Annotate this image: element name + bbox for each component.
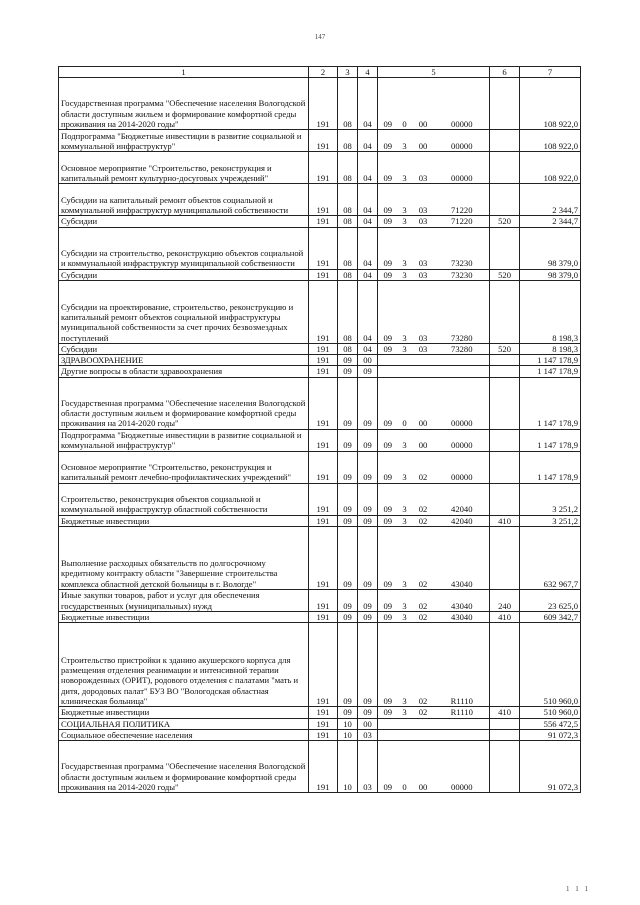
row-code-part3-cell: 02 [412, 623, 435, 707]
row-amount-cell: 8 198,3 [520, 343, 581, 354]
row-col2-cell: 191 [309, 729, 338, 740]
page-number: 147 [314, 33, 326, 41]
row-code-part1-cell: 09 [378, 377, 398, 429]
row-col3-cell: 08 [338, 184, 358, 216]
row-code-part4-cell: 71220 [435, 184, 490, 216]
row-code-part1-cell [378, 366, 398, 377]
row-code-part2-cell: 3 [398, 184, 412, 216]
row-code-part2-cell [398, 355, 412, 366]
row-code-part1-cell: 09 [378, 280, 398, 343]
row-col4-cell: 09 [358, 429, 378, 451]
row-code-part4-cell: 73280 [435, 280, 490, 343]
row-code-part3-cell: 03 [412, 227, 435, 269]
row-code-part4-cell: 43040 [435, 527, 490, 590]
footer-mark: 1 1 1 [566, 885, 590, 893]
row-code-part3-cell: 02 [412, 483, 435, 515]
row-col4-cell: 00 [358, 355, 378, 366]
row-code-part4-cell [435, 355, 490, 366]
row-name-cell: Основное мероприятие "Строительство, реконструкция и капитальный ремонт культурно-досуговых учреждений" [59, 152, 309, 184]
row-col3-cell: 09 [338, 377, 358, 429]
header-cell: 4 [358, 67, 378, 78]
header-cell: 1 [59, 67, 309, 78]
row-name-cell: Субсидии на капитальный ремонт объектов социальной и коммунальной инфраструктур муниципальной собственности [59, 184, 309, 216]
row-amount-cell: 3 251,2 [520, 515, 581, 526]
row-col2-cell: 191 [309, 355, 338, 366]
row-col3-cell: 09 [338, 612, 358, 623]
row-col2-cell: 191 [309, 269, 338, 280]
row-col6-cell: 410 [490, 515, 520, 526]
row-code-part3-cell: 00 [412, 130, 435, 152]
row-code-part1-cell: 09 [378, 184, 398, 216]
row-amount-cell: 609 342,7 [520, 612, 581, 623]
row-amount-cell: 23 625,0 [520, 590, 581, 612]
row-amount-cell: 1 147 178,9 [520, 366, 581, 377]
row-amount-cell: 556 472,5 [520, 718, 581, 729]
row-col6-cell [490, 366, 520, 377]
table-row [59, 355, 581, 366]
row-col3-cell: 10 [338, 741, 358, 793]
row-col3-cell: 08 [338, 280, 358, 343]
row-col3-cell: 09 [338, 451, 358, 483]
row-code-part1-cell [378, 355, 398, 366]
row-code-part2-cell: 3 [398, 227, 412, 269]
row-col6-cell [490, 483, 520, 515]
row-code-part4-cell: 42040 [435, 515, 490, 526]
row-col6-cell [490, 227, 520, 269]
row-col3-cell: 08 [338, 216, 358, 227]
row-col2-cell: 191 [309, 78, 338, 130]
row-code-part2-cell [398, 366, 412, 377]
table-row [59, 366, 581, 377]
row-code-part4-cell: R1110 [435, 623, 490, 707]
row-code-part3-cell: 02 [412, 527, 435, 590]
row-col4-cell: 04 [358, 269, 378, 280]
row-code-part2-cell: 3 [398, 707, 412, 718]
row-code-part2-cell: 3 [398, 269, 412, 280]
row-code-part2-cell: 3 [398, 527, 412, 590]
row-col6-cell [490, 130, 520, 152]
row-code-part3-cell: 03 [412, 184, 435, 216]
row-name-cell: Иные закупки товаров, работ и услуг для обеспечения государственных (муниципальных) нужд [59, 590, 309, 612]
row-code-part3-cell [412, 355, 435, 366]
table-row [59, 729, 581, 740]
row-code-part1-cell [378, 718, 398, 729]
row-name-cell: Бюджетные инвестиции [59, 612, 309, 623]
row-amount-cell: 632 967,7 [520, 527, 581, 590]
row-code-part2-cell: 0 [398, 78, 412, 130]
row-col2-cell: 191 [309, 515, 338, 526]
row-col4-cell: 03 [358, 729, 378, 740]
row-name-cell: Основное мероприятие "Строительство, реконструкция и капитальный ремонт лечебно-профилактических учреждений" [59, 451, 309, 483]
row-amount-cell: 510 960,0 [520, 707, 581, 718]
row-code-part3-cell: 00 [412, 741, 435, 793]
row-code-part3-cell: 02 [412, 707, 435, 718]
row-amount-cell: 2 344,7 [520, 216, 581, 227]
row-code-part4-cell: 00000 [435, 152, 490, 184]
row-col4-cell: 04 [358, 216, 378, 227]
row-code-part4-cell: 00000 [435, 377, 490, 429]
header-cell: 7 [520, 67, 581, 78]
row-col6-cell [490, 377, 520, 429]
table-row [59, 590, 581, 612]
row-name-cell: Государственная программа "Обеспечение населения Вологодской области доступным жильем и формирование комфортной среды проживания на 2014-2020 годы" [59, 377, 309, 429]
row-code-part1-cell: 09 [378, 152, 398, 184]
row-col3-cell: 08 [338, 343, 358, 354]
header-cell: 3 [338, 67, 358, 78]
row-code-part4-cell: 43040 [435, 590, 490, 612]
row-code-part1-cell: 09 [378, 741, 398, 793]
row-col2-cell: 191 [309, 227, 338, 269]
row-code-part4-cell: 73230 [435, 269, 490, 280]
row-col4-cell: 04 [358, 152, 378, 184]
row-col4-cell: 09 [358, 515, 378, 526]
row-code-part2-cell: 0 [398, 741, 412, 793]
row-col3-cell: 09 [338, 515, 358, 526]
row-col6-cell [490, 429, 520, 451]
row-code-part2-cell: 3 [398, 130, 412, 152]
table-row [59, 429, 581, 451]
row-col2-cell: 191 [309, 366, 338, 377]
row-name-cell: Бюджетные инвестиции [59, 707, 309, 718]
row-col4-cell: 09 [358, 623, 378, 707]
row-code-part1-cell: 09 [378, 707, 398, 718]
row-code-part3-cell [412, 729, 435, 740]
row-col2-cell: 191 [309, 451, 338, 483]
row-col2-cell: 191 [309, 741, 338, 793]
row-code-part1-cell: 09 [378, 515, 398, 526]
row-col2-cell: 191 [309, 623, 338, 707]
row-code-part1-cell: 09 [378, 527, 398, 590]
row-col4-cell: 09 [358, 527, 378, 590]
row-col2-cell: 191 [309, 377, 338, 429]
row-code-part3-cell [412, 718, 435, 729]
row-col4-cell: 09 [358, 590, 378, 612]
row-col2-cell: 191 [309, 130, 338, 152]
row-amount-cell: 108 922,0 [520, 152, 581, 184]
row-code-part3-cell: 02 [412, 612, 435, 623]
row-col3-cell: 09 [338, 366, 358, 377]
row-col6-cell [490, 355, 520, 366]
row-col6-cell [490, 152, 520, 184]
row-name-cell: ЗДРАВООХРАНЕНИЕ [59, 355, 309, 366]
row-col4-cell: 00 [358, 718, 378, 729]
row-code-part4-cell: 00000 [435, 741, 490, 793]
row-code-part3-cell: 03 [412, 343, 435, 354]
table-row [59, 78, 581, 130]
row-amount-cell: 98 379,0 [520, 269, 581, 280]
row-name-cell: Подпрограмма "Бюджетные инвестиции в развитие социальной и коммунальной инфраструктур" [59, 429, 309, 451]
row-col4-cell: 04 [358, 280, 378, 343]
row-code-part2-cell: 3 [398, 451, 412, 483]
row-code-part3-cell: 03 [412, 216, 435, 227]
row-code-part3-cell: 03 [412, 269, 435, 280]
row-col4-cell: 09 [358, 612, 378, 623]
row-name-cell: Субсидии [59, 269, 309, 280]
row-code-part1-cell: 09 [378, 343, 398, 354]
table-row [59, 130, 581, 152]
header-cell: 2 [309, 67, 338, 78]
row-col3-cell: 08 [338, 269, 358, 280]
row-code-part1-cell: 09 [378, 612, 398, 623]
row-col6-cell [490, 527, 520, 590]
row-name-cell: Социальное обеспечение населения [59, 729, 309, 740]
table-row [59, 741, 581, 793]
row-name-cell: Бюджетные инвестиции [59, 515, 309, 526]
row-code-part4-cell: 71220 [435, 216, 490, 227]
row-name-cell: Строительство пристройки к зданию акушерского корпуса для размещения отделения реанимации и интенсивной терапии новорожденных (ОРИТ), родового отделения с палатами "мать и дитя, дородовых палат" БУЗ ВО "Вологодская областная клиническая больница" [59, 623, 309, 707]
row-name-cell: Государственная программа "Обеспечение населения Вологодской области доступным жильем и формирование комфортной среды проживания на 2014-2020 годы" [59, 78, 309, 130]
row-amount-cell: 108 922,0 [520, 78, 581, 130]
row-amount-cell: 1 147 178,9 [520, 377, 581, 429]
row-code-part4-cell: 42040 [435, 483, 490, 515]
row-code-part1-cell: 09 [378, 78, 398, 130]
row-col4-cell: 09 [358, 377, 378, 429]
table-row [59, 623, 581, 707]
row-col4-cell: 04 [358, 227, 378, 269]
row-col3-cell: 10 [338, 718, 358, 729]
row-code-part2-cell [398, 729, 412, 740]
row-code-part2-cell: 3 [398, 216, 412, 227]
row-code-part2-cell: 3 [398, 612, 412, 623]
row-name-cell: Субсидии [59, 216, 309, 227]
row-col4-cell: 09 [358, 707, 378, 718]
row-name-cell: Другие вопросы в области здравоохранения [59, 366, 309, 377]
row-amount-cell: 510 960,0 [520, 623, 581, 707]
row-col4-cell: 04 [358, 78, 378, 130]
row-col3-cell: 09 [338, 527, 358, 590]
row-col4-cell: 04 [358, 343, 378, 354]
row-name-cell: Выполнение расходных обязательств по долгосрочному кредитному контракту области "Завершение строительства комплекса областной детской больницы в г. Вологде" [59, 527, 309, 590]
row-col6-cell: 520 [490, 216, 520, 227]
row-code-part3-cell: 00 [412, 429, 435, 451]
row-code-part4-cell: 00000 [435, 429, 490, 451]
row-col2-cell: 191 [309, 152, 338, 184]
row-amount-cell: 2 344,7 [520, 184, 581, 216]
row-col3-cell: 09 [338, 483, 358, 515]
row-col6-cell [490, 184, 520, 216]
row-code-part3-cell: 03 [412, 152, 435, 184]
row-col6-cell: 240 [490, 590, 520, 612]
row-col6-cell: 520 [490, 269, 520, 280]
row-col3-cell: 08 [338, 130, 358, 152]
table-row [59, 269, 581, 280]
row-col2-cell: 191 [309, 527, 338, 590]
row-amount-cell: 3 251,2 [520, 483, 581, 515]
row-col2-cell: 191 [309, 429, 338, 451]
row-amount-cell: 91 072,3 [520, 741, 581, 793]
header-cell: 5 [378, 67, 490, 78]
table-row [59, 451, 581, 483]
row-col3-cell: 09 [338, 429, 358, 451]
row-col2-cell: 191 [309, 718, 338, 729]
row-col4-cell: 03 [358, 741, 378, 793]
row-code-part4-cell: 73230 [435, 227, 490, 269]
row-amount-cell: 108 922,0 [520, 130, 581, 152]
table-row [59, 377, 581, 429]
row-col2-cell: 191 [309, 280, 338, 343]
table-row [59, 343, 581, 354]
row-code-part3-cell: 02 [412, 590, 435, 612]
row-col2-cell: 191 [309, 216, 338, 227]
row-col6-cell: 410 [490, 707, 520, 718]
row-col3-cell: 09 [338, 590, 358, 612]
table-row [59, 227, 581, 269]
row-code-part2-cell: 3 [398, 623, 412, 707]
row-code-part2-cell: 3 [398, 152, 412, 184]
row-col6-cell [490, 280, 520, 343]
row-code-part4-cell [435, 729, 490, 740]
table-row [59, 707, 581, 718]
row-name-cell: Субсидии на проектирование, строительство, реконструкцию и капитальный ремонт объектов социальной инфраструктуры муниципальной собственности за счет прочих безвозмездных поступлений [59, 280, 309, 343]
row-code-part4-cell [435, 366, 490, 377]
row-code-part4-cell: 00000 [435, 78, 490, 130]
row-code-part3-cell [412, 366, 435, 377]
table-row [59, 718, 581, 729]
row-code-part1-cell: 09 [378, 269, 398, 280]
row-code-part1-cell: 09 [378, 429, 398, 451]
row-col2-cell: 191 [309, 612, 338, 623]
row-code-part4-cell: 00000 [435, 451, 490, 483]
row-col2-cell: 191 [309, 707, 338, 718]
table-row [59, 184, 581, 216]
row-name-cell: Субсидии на строительство, реконструкцию объектов социальной и коммунальной инфраструктур муниципальной собственности [59, 227, 309, 269]
row-code-part4-cell: 43040 [435, 612, 490, 623]
header-cell: 6 [490, 67, 520, 78]
row-col3-cell: 08 [338, 227, 358, 269]
row-code-part1-cell: 09 [378, 483, 398, 515]
row-code-part2-cell [398, 718, 412, 729]
row-code-part4-cell: R1110 [435, 707, 490, 718]
row-code-part4-cell: 73280 [435, 343, 490, 354]
row-col3-cell: 09 [338, 623, 358, 707]
row-col3-cell: 08 [338, 78, 358, 130]
row-code-part2-cell: 3 [398, 483, 412, 515]
row-code-part3-cell: 00 [412, 377, 435, 429]
row-amount-cell: 1 147 178,9 [520, 429, 581, 451]
row-amount-cell: 91 072,3 [520, 729, 581, 740]
row-col2-cell: 191 [309, 184, 338, 216]
row-code-part4-cell [435, 718, 490, 729]
row-col3-cell: 09 [338, 707, 358, 718]
row-code-part2-cell: 3 [398, 280, 412, 343]
row-name-cell: Государственная программа "Обеспечение населения Вологодской области доступным жильем и формирование комфортной среды проживания на 2014-2020 годы" [59, 741, 309, 793]
row-name-cell: Строительство, реконструкция объектов социальной и коммунальной инфраструктур областной собственности [59, 483, 309, 515]
row-col6-cell [490, 451, 520, 483]
row-amount-cell: 98 379,0 [520, 227, 581, 269]
row-code-part2-cell: 3 [398, 429, 412, 451]
table-row [59, 612, 581, 623]
row-col6-cell [490, 623, 520, 707]
row-code-part1-cell [378, 729, 398, 740]
row-col6-cell: 410 [490, 612, 520, 623]
table-row [59, 527, 581, 590]
row-code-part2-cell: 0 [398, 377, 412, 429]
row-code-part1-cell: 09 [378, 227, 398, 269]
row-col2-cell: 191 [309, 483, 338, 515]
row-col4-cell: 04 [358, 130, 378, 152]
row-code-part3-cell: 02 [412, 515, 435, 526]
row-col4-cell: 09 [358, 483, 378, 515]
row-col3-cell: 08 [338, 152, 358, 184]
row-col2-cell: 191 [309, 590, 338, 612]
row-name-cell: СОЦИАЛЬНАЯ ПОЛИТИКА [59, 718, 309, 729]
row-name-cell: Подпрограмма "Бюджетные инвестиции в развитие социальной и коммунальной инфраструктур" [59, 130, 309, 152]
row-code-part4-cell: 00000 [435, 130, 490, 152]
row-code-part1-cell: 09 [378, 590, 398, 612]
table-row [59, 280, 581, 343]
row-code-part3-cell: 00 [412, 78, 435, 130]
row-code-part3-cell: 03 [412, 280, 435, 343]
table-row [59, 515, 581, 526]
row-code-part1-cell: 09 [378, 216, 398, 227]
row-code-part1-cell: 09 [378, 623, 398, 707]
row-col3-cell: 09 [338, 355, 358, 366]
row-code-part1-cell: 09 [378, 130, 398, 152]
row-col3-cell: 10 [338, 729, 358, 740]
row-code-part3-cell: 02 [412, 451, 435, 483]
row-col4-cell: 09 [358, 451, 378, 483]
row-col6-cell: 520 [490, 343, 520, 354]
row-amount-cell: 1 147 178,9 [520, 451, 581, 483]
row-col6-cell [490, 718, 520, 729]
table-row [59, 483, 581, 515]
header-row [59, 67, 581, 78]
row-amount-cell: 1 147 178,9 [520, 355, 581, 366]
row-col6-cell [490, 741, 520, 793]
row-col2-cell: 191 [309, 343, 338, 354]
row-col6-cell [490, 729, 520, 740]
table-row [59, 216, 581, 227]
row-col4-cell: 09 [358, 366, 378, 377]
row-code-part2-cell: 3 [398, 590, 412, 612]
row-col6-cell [490, 78, 520, 130]
budget-table [58, 66, 581, 793]
row-code-part1-cell: 09 [378, 451, 398, 483]
table-row [59, 152, 581, 184]
row-amount-cell: 8 198,3 [520, 280, 581, 343]
row-code-part2-cell: 3 [398, 515, 412, 526]
row-code-part2-cell: 3 [398, 343, 412, 354]
row-col4-cell: 04 [358, 184, 378, 216]
row-name-cell: Субсидии [59, 343, 309, 354]
